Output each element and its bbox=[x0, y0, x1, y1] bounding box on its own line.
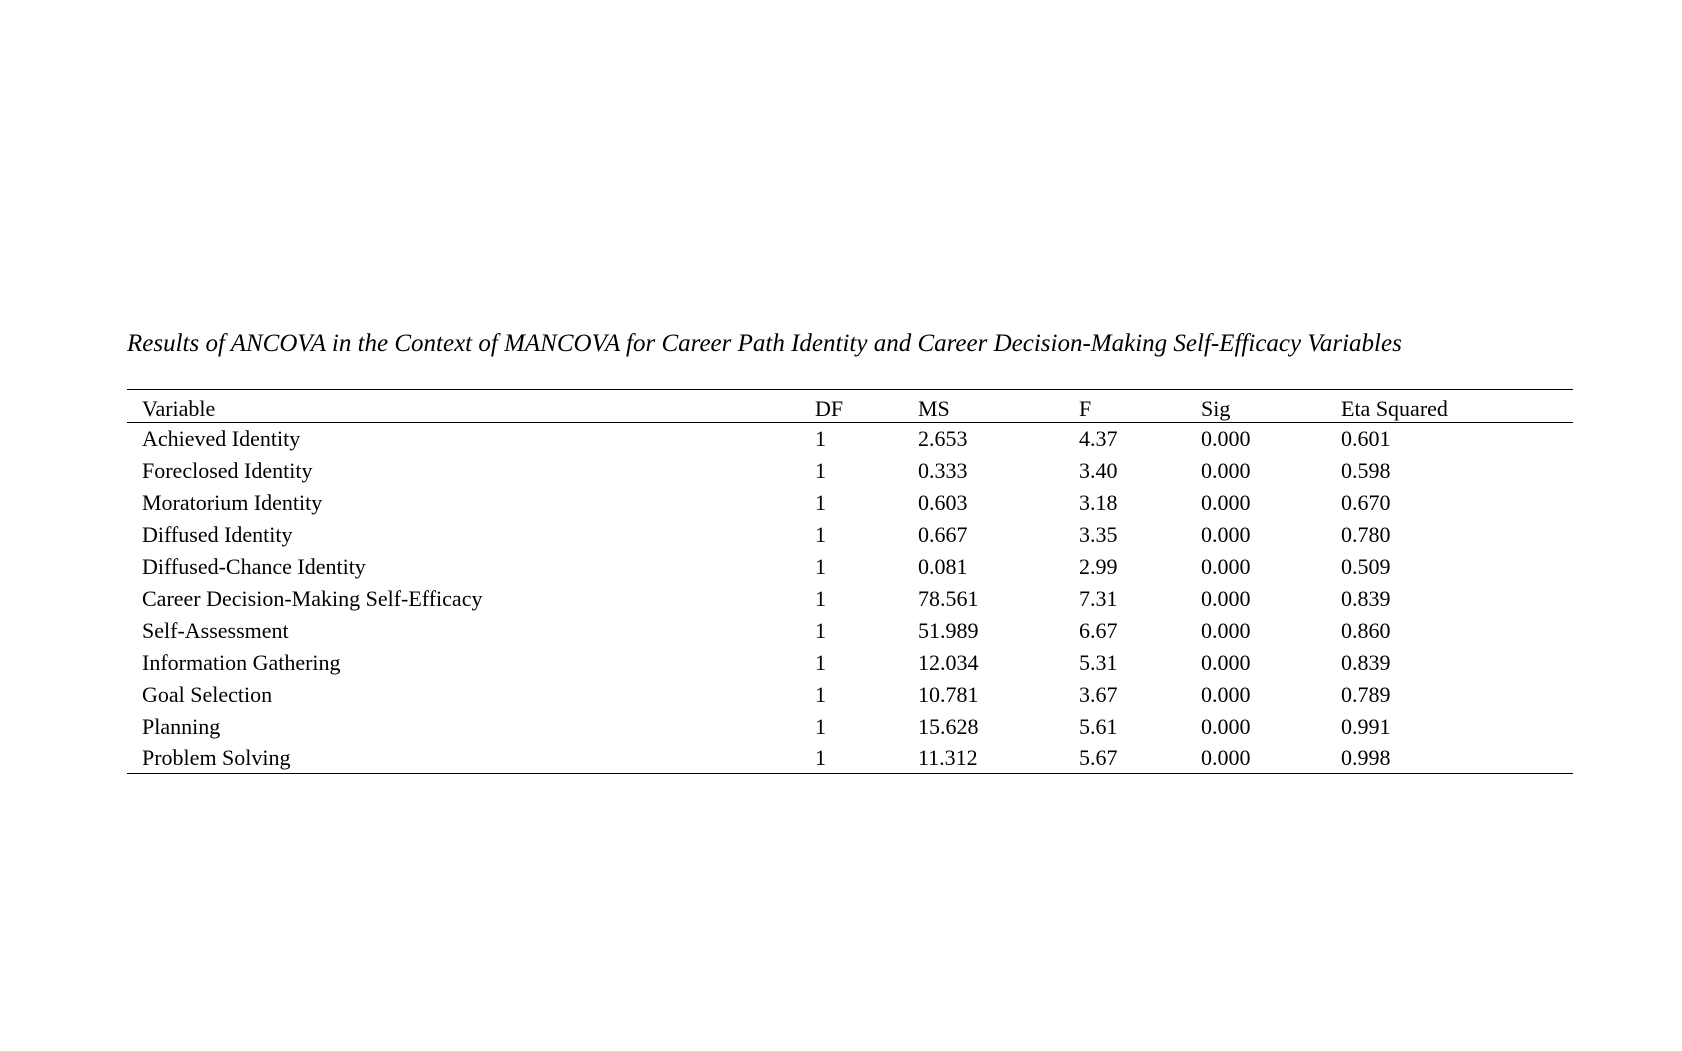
header-eta-squared: Eta Squared bbox=[1341, 390, 1573, 423]
cell-sig: 0.000 bbox=[1201, 714, 1251, 739]
cell-variable: Achieved Identity bbox=[142, 426, 301, 451]
header-variable: Variable bbox=[127, 390, 815, 423]
cell-eta: 0.780 bbox=[1341, 522, 1391, 547]
cell-eta: 0.598 bbox=[1341, 458, 1391, 483]
cell-eta: 0.670 bbox=[1341, 490, 1391, 515]
cell-eta: 0.601 bbox=[1341, 426, 1391, 451]
table-row bbox=[127, 615, 1573, 647]
cell-ms: 12.034 bbox=[918, 650, 979, 675]
cell-df: 1 bbox=[815, 682, 826, 707]
cell-ms: 2.653 bbox=[918, 426, 968, 451]
cell-variable: Foreclosed Identity bbox=[142, 458, 313, 483]
cell-eta: 0.991 bbox=[1341, 714, 1391, 739]
cell-f: 4.37 bbox=[1079, 426, 1118, 451]
cell-f: 5.31 bbox=[1079, 650, 1118, 675]
cell-sig: 0.000 bbox=[1201, 650, 1251, 675]
table-header bbox=[127, 390, 1573, 423]
cell-df: 1 bbox=[815, 554, 826, 579]
table-row bbox=[127, 519, 1573, 551]
cell-df: 1 bbox=[815, 458, 826, 483]
cell-eta: 0.789 bbox=[1341, 682, 1391, 707]
cell-f: 3.18 bbox=[1079, 490, 1118, 515]
cell-df: 1 bbox=[815, 426, 826, 451]
cell-variable: Information Gathering bbox=[142, 650, 341, 675]
header-f: F bbox=[1079, 390, 1201, 423]
cell-sig: 0.000 bbox=[1201, 458, 1251, 483]
cell-f: 2.99 bbox=[1079, 554, 1118, 579]
cell-df: 1 bbox=[815, 490, 826, 515]
cell-ms: 0.667 bbox=[918, 522, 968, 547]
table-body bbox=[127, 423, 1573, 774]
cell-f: 6.67 bbox=[1079, 618, 1118, 643]
cell-df: 1 bbox=[815, 743, 918, 774]
cell-ms: 10.781 bbox=[918, 682, 979, 707]
table-row bbox=[127, 711, 1573, 743]
cell-variable: Goal Selection bbox=[142, 682, 273, 707]
header-ms: MS bbox=[918, 390, 1079, 423]
table-row bbox=[127, 743, 1573, 774]
table-row bbox=[127, 647, 1573, 679]
cell-ms: 78.561 bbox=[918, 586, 979, 611]
cell-ms: 0.603 bbox=[918, 490, 968, 515]
cell-eta: 0.839 bbox=[1341, 586, 1391, 611]
cell-eta: 0.839 bbox=[1341, 650, 1391, 675]
cell-ms: 0.081 bbox=[918, 554, 968, 579]
header-row bbox=[127, 390, 1573, 423]
cell-df: 1 bbox=[815, 650, 826, 675]
cell-df: 1 bbox=[815, 618, 826, 643]
cell-ms: 11.312 bbox=[918, 743, 1079, 774]
cell-sig: 0.000 bbox=[1201, 554, 1251, 579]
table-row bbox=[127, 551, 1573, 583]
cell-eta: 0.860 bbox=[1341, 618, 1391, 643]
cell-sig: 0.000 bbox=[1201, 522, 1251, 547]
cell-sig: 0.000 bbox=[1201, 426, 1251, 451]
cell-f: 5.67 bbox=[1079, 743, 1201, 774]
cell-sig: 0.000 bbox=[1201, 586, 1251, 611]
cell-eta: 0.509 bbox=[1341, 554, 1391, 579]
cell-df: 1 bbox=[815, 714, 826, 739]
table-row bbox=[127, 423, 1573, 456]
ancova-table-container bbox=[127, 389, 1558, 774]
cell-ms: 15.628 bbox=[918, 714, 979, 739]
header-sig: Sig bbox=[1201, 390, 1341, 423]
cell-sig: 0.000 bbox=[1201, 490, 1251, 515]
cell-ms: 0.333 bbox=[918, 458, 968, 483]
cell-variable: Career Decision-Making Self-Efficacy bbox=[142, 586, 483, 611]
cell-variable: Self-Assessment bbox=[142, 618, 289, 643]
table-row bbox=[127, 679, 1573, 711]
cell-sig: 0.000 bbox=[1201, 618, 1251, 643]
cell-eta: 0.998 bbox=[1341, 743, 1573, 774]
header-df: DF bbox=[815, 390, 918, 423]
cell-variable: Diffused-Chance Identity bbox=[142, 554, 366, 579]
cell-sig: 0.000 bbox=[1201, 682, 1251, 707]
cell-f: 7.31 bbox=[1079, 586, 1118, 611]
cell-variable: Planning bbox=[142, 714, 221, 739]
table-row bbox=[127, 583, 1573, 615]
cell-df: 1 bbox=[815, 586, 826, 611]
cell-variable: Diffused Identity bbox=[142, 522, 293, 547]
cell-variable: Moratorium Identity bbox=[142, 490, 323, 515]
table-row bbox=[127, 455, 1573, 487]
cell-f: 3.67 bbox=[1079, 682, 1118, 707]
cell-f: 3.35 bbox=[1079, 522, 1118, 547]
cell-ms: 51.989 bbox=[918, 618, 979, 643]
cell-variable: Problem Solving bbox=[127, 743, 815, 774]
ancova-table bbox=[127, 389, 1573, 774]
cell-df: 1 bbox=[815, 522, 826, 547]
cell-sig: 0.000 bbox=[1201, 743, 1341, 774]
table-caption: Results of ANCOVA in the Context of MANCOVA for Career Path Identity and Career Decision-Making Self-Efficacy Variables bbox=[127, 330, 1402, 357]
table-row bbox=[127, 487, 1573, 519]
cell-f: 3.40 bbox=[1079, 458, 1118, 483]
cell-f: 5.61 bbox=[1079, 714, 1118, 739]
